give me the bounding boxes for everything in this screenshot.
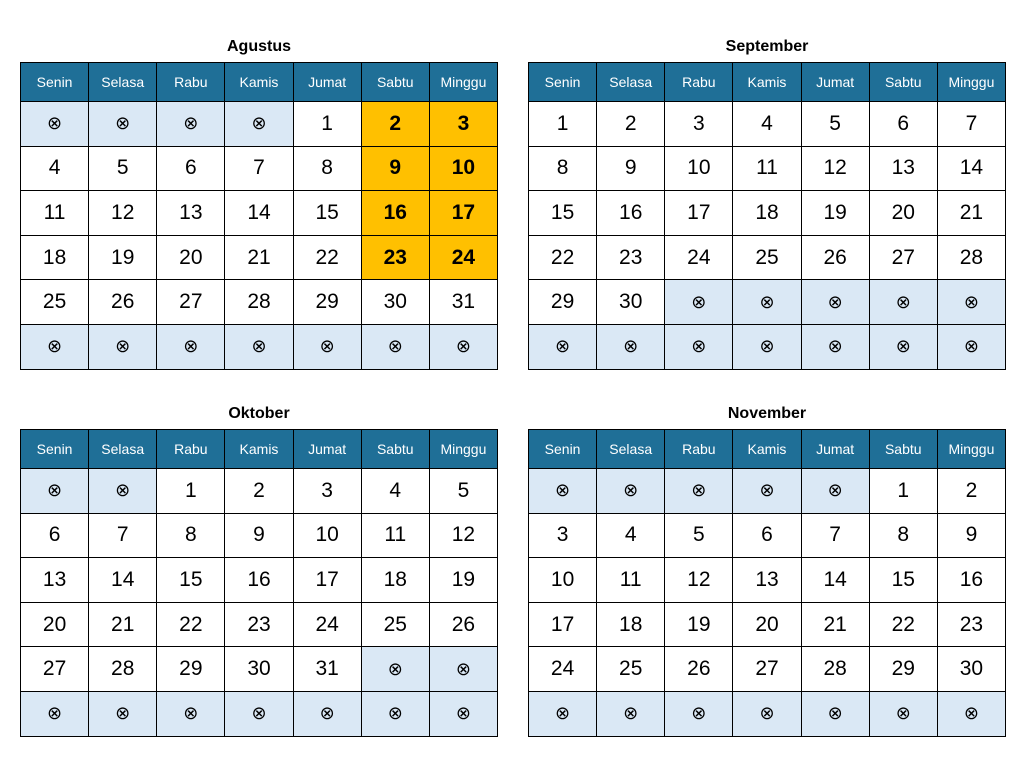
day-cell: 26 xyxy=(665,647,733,692)
day-cell: 26 xyxy=(801,235,869,280)
day-cell: 20 xyxy=(157,235,225,280)
day-cell: 19 xyxy=(665,602,733,647)
day-cell: 6 xyxy=(157,146,225,191)
day-cell: 15 xyxy=(293,191,361,236)
day-cell: 30 xyxy=(225,647,293,692)
day-cell: 16 xyxy=(937,558,1005,603)
day-cell: 9 xyxy=(361,146,429,191)
week-row xyxy=(21,146,498,191)
weekday-header: Kamis xyxy=(225,430,293,469)
month-title: September xyxy=(725,38,809,55)
weekday-header: Senin xyxy=(529,63,597,102)
day-cell: 1 xyxy=(293,102,361,147)
empty-day-icon: ⊗ xyxy=(157,691,225,736)
day-cell: 9 xyxy=(937,513,1005,558)
day-cell: 13 xyxy=(733,558,801,603)
day-cell: 15 xyxy=(869,558,937,603)
weekday-header: Selasa xyxy=(597,63,665,102)
weekday-header: Jumat xyxy=(293,63,361,102)
day-cell: 19 xyxy=(429,558,497,603)
day-cell: 8 xyxy=(293,146,361,191)
weekday-header: Selasa xyxy=(89,430,157,469)
weekday-header-row xyxy=(21,63,498,102)
day-cell: 10 xyxy=(529,558,597,603)
day-cell: 12 xyxy=(665,558,733,603)
empty-day-icon: ⊗ xyxy=(733,280,801,325)
empty-day-icon: ⊗ xyxy=(733,691,801,736)
empty-day-icon: ⊗ xyxy=(361,691,429,736)
day-cell: 30 xyxy=(597,280,665,325)
empty-day-icon: ⊗ xyxy=(429,647,497,692)
week-row xyxy=(529,469,1006,514)
day-cell: 20 xyxy=(869,191,937,236)
weekday-header: Rabu xyxy=(157,63,225,102)
weekday-header: Kamis xyxy=(733,63,801,102)
day-cell: 18 xyxy=(21,235,89,280)
day-cell: 7 xyxy=(937,102,1005,147)
week-row xyxy=(529,513,1006,558)
weekday-header: Sabtu xyxy=(869,430,937,469)
empty-day-icon: ⊗ xyxy=(89,102,157,147)
day-cell: 1 xyxy=(869,469,937,514)
empty-day-icon: ⊗ xyxy=(937,280,1005,325)
month-september xyxy=(528,32,1006,370)
empty-day-icon: ⊗ xyxy=(225,324,293,369)
day-cell: 7 xyxy=(801,513,869,558)
empty-day-icon: ⊗ xyxy=(869,324,937,369)
empty-day-icon: ⊗ xyxy=(157,324,225,369)
day-cell: 28 xyxy=(89,647,157,692)
day-cell: 26 xyxy=(429,602,497,647)
empty-day-icon: ⊗ xyxy=(21,469,89,514)
day-cell: 24 xyxy=(429,235,497,280)
week-row xyxy=(529,558,1006,603)
empty-day-icon: ⊗ xyxy=(529,469,597,514)
day-cell: 10 xyxy=(665,146,733,191)
day-cell: 11 xyxy=(21,191,89,236)
day-cell: 17 xyxy=(293,558,361,603)
weekday-header: Jumat xyxy=(801,430,869,469)
calendar-table xyxy=(20,429,498,737)
weekday-header: Sabtu xyxy=(361,63,429,102)
week-row xyxy=(21,191,498,236)
empty-day-icon: ⊗ xyxy=(733,324,801,369)
day-cell: 4 xyxy=(361,469,429,514)
calendar-table xyxy=(20,62,498,370)
empty-day-icon: ⊗ xyxy=(801,280,869,325)
day-cell: 25 xyxy=(597,647,665,692)
week-row xyxy=(21,602,498,647)
empty-day-icon: ⊗ xyxy=(293,324,361,369)
week-row xyxy=(21,280,498,325)
day-cell: 3 xyxy=(665,102,733,147)
day-cell: 23 xyxy=(225,602,293,647)
day-cell: 3 xyxy=(529,513,597,558)
empty-day-icon: ⊗ xyxy=(225,691,293,736)
month-oktober xyxy=(20,399,498,737)
day-cell: 16 xyxy=(225,558,293,603)
empty-day-icon: ⊗ xyxy=(801,691,869,736)
day-cell: 15 xyxy=(529,191,597,236)
week-row xyxy=(529,602,1006,647)
day-cell: 5 xyxy=(665,513,733,558)
day-cell: 7 xyxy=(89,513,157,558)
day-cell: 6 xyxy=(733,513,801,558)
day-cell: 13 xyxy=(21,558,89,603)
day-cell: 14 xyxy=(937,146,1005,191)
day-cell: 25 xyxy=(21,280,89,325)
empty-day-icon: ⊗ xyxy=(21,691,89,736)
week-row xyxy=(21,235,498,280)
day-cell: 4 xyxy=(21,146,89,191)
day-cell: 14 xyxy=(89,558,157,603)
weekday-header: Minggu xyxy=(429,63,497,102)
day-cell: 22 xyxy=(529,235,597,280)
weekday-header-row xyxy=(529,430,1006,469)
weekday-header-row xyxy=(529,63,1006,102)
day-cell: 17 xyxy=(665,191,733,236)
calendar-table xyxy=(528,429,1006,737)
day-cell: 18 xyxy=(361,558,429,603)
week-row xyxy=(529,280,1006,325)
empty-day-icon: ⊗ xyxy=(597,324,665,369)
month-title: Agustus xyxy=(227,38,291,55)
day-cell: 7 xyxy=(225,146,293,191)
empty-day-icon: ⊗ xyxy=(597,469,665,514)
day-cell: 31 xyxy=(429,280,497,325)
week-row xyxy=(529,647,1006,692)
day-cell: 27 xyxy=(21,647,89,692)
empty-day-icon: ⊗ xyxy=(869,691,937,736)
day-cell: 11 xyxy=(361,513,429,558)
weekday-header: Sabtu xyxy=(869,63,937,102)
empty-day-icon: ⊗ xyxy=(733,469,801,514)
week-row xyxy=(21,513,498,558)
day-cell: 11 xyxy=(597,558,665,603)
day-cell: 22 xyxy=(157,602,225,647)
day-cell: 19 xyxy=(801,191,869,236)
day-cell: 18 xyxy=(597,602,665,647)
empty-day-icon: ⊗ xyxy=(665,469,733,514)
weekday-header: Selasa xyxy=(89,63,157,102)
day-cell: 24 xyxy=(293,602,361,647)
empty-day-icon: ⊗ xyxy=(529,691,597,736)
weekday-header: Minggu xyxy=(429,430,497,469)
day-cell: 19 xyxy=(89,235,157,280)
day-cell: 12 xyxy=(801,146,869,191)
day-cell: 2 xyxy=(597,102,665,147)
weekday-header-row xyxy=(21,430,498,469)
day-cell: 29 xyxy=(529,280,597,325)
day-cell: 8 xyxy=(529,146,597,191)
day-cell: 25 xyxy=(361,602,429,647)
day-cell: 18 xyxy=(733,191,801,236)
week-row xyxy=(529,102,1006,147)
day-cell: 27 xyxy=(869,235,937,280)
day-cell: 5 xyxy=(801,102,869,147)
week-row xyxy=(529,691,1006,736)
empty-day-icon: ⊗ xyxy=(801,324,869,369)
empty-day-icon: ⊗ xyxy=(429,324,497,369)
empty-day-icon: ⊗ xyxy=(665,324,733,369)
day-cell: 24 xyxy=(529,647,597,692)
empty-day-icon: ⊗ xyxy=(429,691,497,736)
day-cell: 9 xyxy=(225,513,293,558)
week-row xyxy=(529,235,1006,280)
day-cell: 12 xyxy=(429,513,497,558)
day-cell: 31 xyxy=(293,647,361,692)
empty-day-icon: ⊗ xyxy=(937,691,1005,736)
day-cell: 23 xyxy=(361,235,429,280)
day-cell: 15 xyxy=(157,558,225,603)
week-row xyxy=(21,469,498,514)
week-row xyxy=(529,191,1006,236)
empty-day-icon: ⊗ xyxy=(225,102,293,147)
day-cell: 3 xyxy=(293,469,361,514)
week-row xyxy=(21,691,498,736)
empty-day-icon: ⊗ xyxy=(21,324,89,369)
month-title: November xyxy=(727,405,807,422)
weekday-header: Kamis xyxy=(225,63,293,102)
empty-day-icon: ⊗ xyxy=(801,469,869,514)
day-cell: 29 xyxy=(157,647,225,692)
empty-day-icon: ⊗ xyxy=(869,280,937,325)
day-cell: 10 xyxy=(293,513,361,558)
day-cell: 5 xyxy=(429,469,497,514)
day-cell: 28 xyxy=(801,647,869,692)
weekday-header: Jumat xyxy=(801,63,869,102)
empty-day-icon: ⊗ xyxy=(89,469,157,514)
day-cell: 2 xyxy=(361,102,429,147)
weekday-header: Jumat xyxy=(293,430,361,469)
week-row xyxy=(21,558,498,603)
day-cell: 8 xyxy=(157,513,225,558)
day-cell: 25 xyxy=(733,235,801,280)
day-cell: 21 xyxy=(89,602,157,647)
day-cell: 4 xyxy=(597,513,665,558)
day-cell: 21 xyxy=(937,191,1005,236)
day-cell: 1 xyxy=(529,102,597,147)
empty-day-icon: ⊗ xyxy=(293,691,361,736)
week-row xyxy=(21,324,498,369)
day-cell: 20 xyxy=(21,602,89,647)
day-cell: 17 xyxy=(529,602,597,647)
weekday-header: Minggu xyxy=(937,63,1005,102)
day-cell: 14 xyxy=(801,558,869,603)
day-cell: 10 xyxy=(429,146,497,191)
empty-day-icon: ⊗ xyxy=(665,691,733,736)
day-cell: 27 xyxy=(733,647,801,692)
day-cell: 6 xyxy=(21,513,89,558)
day-cell: 13 xyxy=(869,146,937,191)
day-cell: 3 xyxy=(429,102,497,147)
empty-day-icon: ⊗ xyxy=(89,691,157,736)
weekday-header: Senin xyxy=(21,430,89,469)
weekday-header: Kamis xyxy=(733,430,801,469)
empty-day-icon: ⊗ xyxy=(597,691,665,736)
weekday-header: Rabu xyxy=(665,63,733,102)
day-cell: 29 xyxy=(869,647,937,692)
day-cell: 26 xyxy=(89,280,157,325)
day-cell: 22 xyxy=(293,235,361,280)
empty-day-icon: ⊗ xyxy=(361,324,429,369)
day-cell: 13 xyxy=(157,191,225,236)
day-cell: 1 xyxy=(157,469,225,514)
day-cell: 29 xyxy=(293,280,361,325)
day-cell: 2 xyxy=(937,469,1005,514)
week-row xyxy=(21,102,498,147)
day-cell: 21 xyxy=(225,235,293,280)
day-cell: 23 xyxy=(597,235,665,280)
calendar-table xyxy=(528,62,1006,370)
day-cell: 11 xyxy=(733,146,801,191)
weekday-header: Senin xyxy=(21,63,89,102)
empty-day-icon: ⊗ xyxy=(361,647,429,692)
empty-day-icon: ⊗ xyxy=(529,324,597,369)
day-cell: 6 xyxy=(869,102,937,147)
day-cell: 28 xyxy=(937,235,1005,280)
day-cell: 23 xyxy=(937,602,1005,647)
day-cell: 9 xyxy=(597,146,665,191)
empty-day-icon: ⊗ xyxy=(21,102,89,147)
weekday-header: Minggu xyxy=(937,430,1005,469)
day-cell: 5 xyxy=(89,146,157,191)
week-row xyxy=(529,324,1006,369)
day-cell: 17 xyxy=(429,191,497,236)
day-cell: 30 xyxy=(937,647,1005,692)
day-cell: 22 xyxy=(869,602,937,647)
day-cell: 16 xyxy=(597,191,665,236)
day-cell: 2 xyxy=(225,469,293,514)
week-row xyxy=(21,647,498,692)
empty-day-icon: ⊗ xyxy=(665,280,733,325)
weekday-header: Senin xyxy=(529,430,597,469)
day-cell: 16 xyxy=(361,191,429,236)
day-cell: 21 xyxy=(801,602,869,647)
empty-day-icon: ⊗ xyxy=(157,102,225,147)
day-cell: 14 xyxy=(225,191,293,236)
day-cell: 28 xyxy=(225,280,293,325)
weekday-header: Selasa xyxy=(597,430,665,469)
month-title: Oktober xyxy=(228,405,290,422)
month-agustus xyxy=(20,32,498,370)
weekday-header: Sabtu xyxy=(361,430,429,469)
month-november xyxy=(528,399,1006,737)
empty-day-icon: ⊗ xyxy=(937,324,1005,369)
week-row xyxy=(529,146,1006,191)
empty-day-icon: ⊗ xyxy=(89,324,157,369)
day-cell: 8 xyxy=(869,513,937,558)
weekday-header: Rabu xyxy=(157,430,225,469)
day-cell: 20 xyxy=(733,602,801,647)
day-cell: 24 xyxy=(665,235,733,280)
day-cell: 30 xyxy=(361,280,429,325)
day-cell: 27 xyxy=(157,280,225,325)
day-cell: 12 xyxy=(89,191,157,236)
day-cell: 4 xyxy=(733,102,801,147)
weekday-header: Rabu xyxy=(665,430,733,469)
